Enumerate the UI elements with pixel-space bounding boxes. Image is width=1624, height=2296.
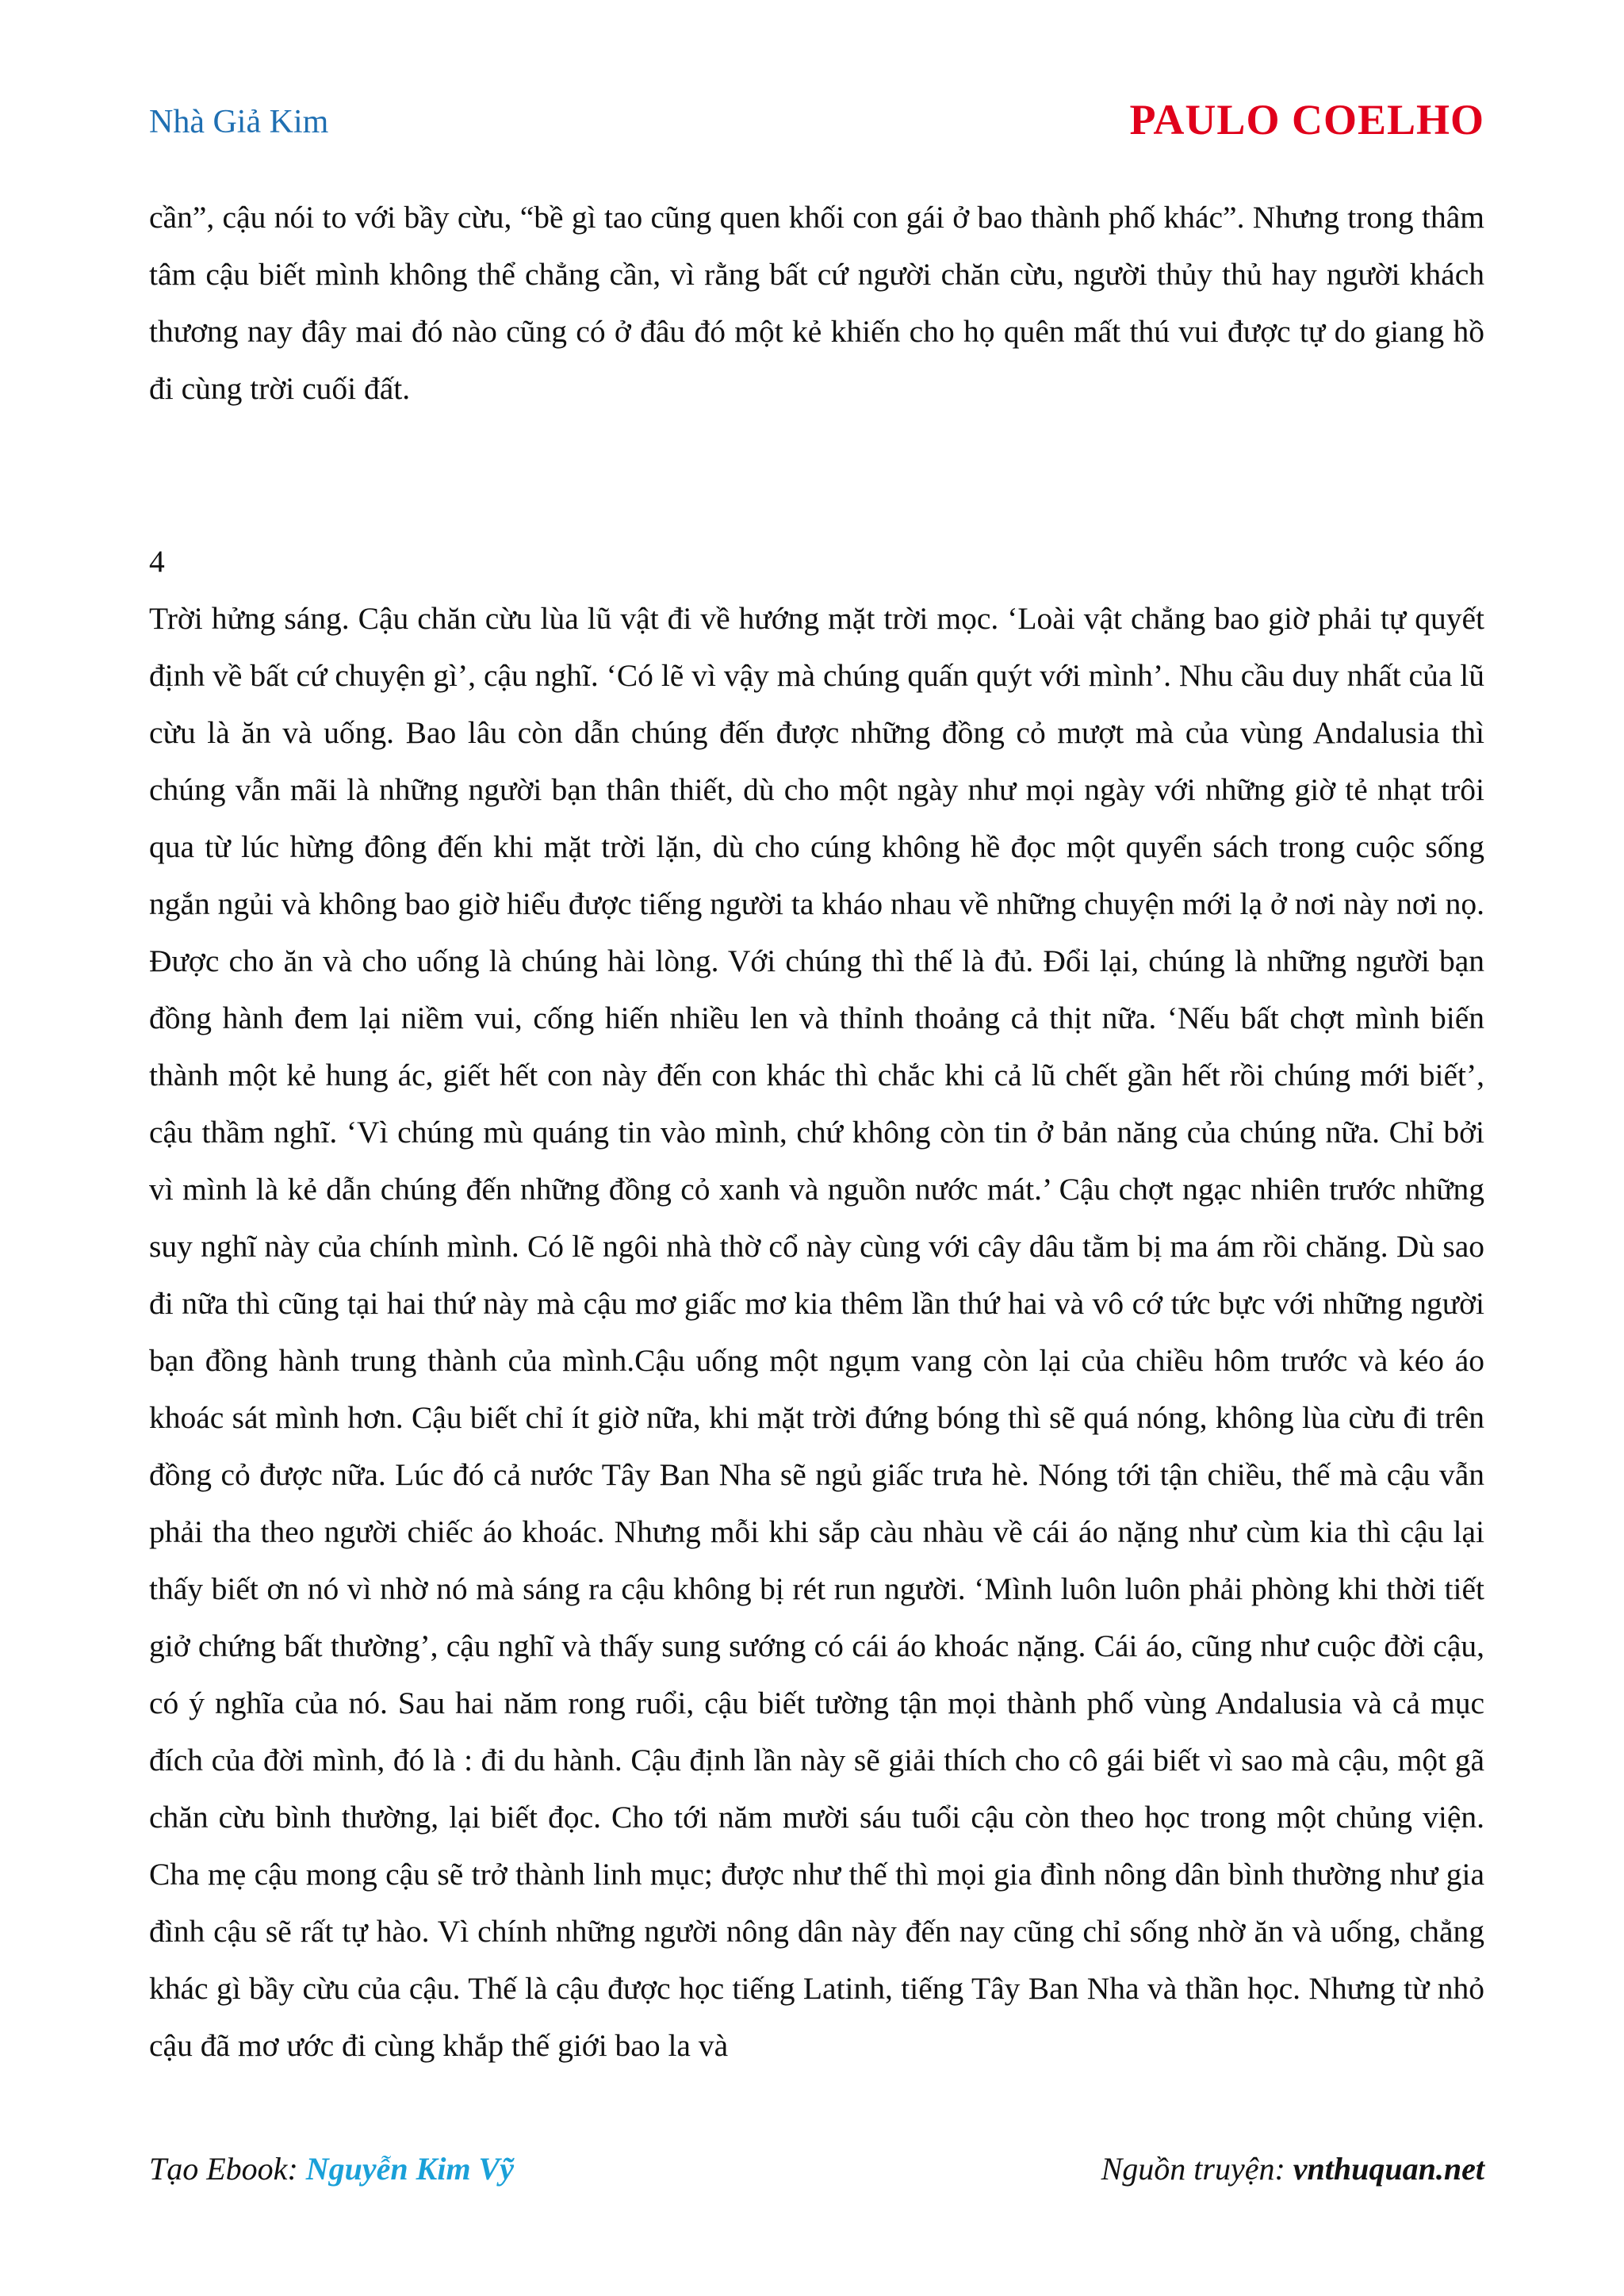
paragraph-text: Trời hửng sáng. Cậu chăn cừu lùa lũ vật đi về hướng mặt trời mọc. ‘Loài vật chẳng bao giờ phải tự quyết định về bất cứ chuyện gì’, cậu nghĩ. ‘Có lẽ vì vậy mà chúng quấn quýt với mình’. Nhu cầu duy nhất của lũ cừu là ăn và uống. Bao lâu còn dẫn chúng đến được những đồng cỏ mượt mà của vùng Andalusia thì chúng vẫn mãi là những người bạn thân thiết, dù cho một ngày như mọi ngày với những giờ tẻ nhạt trôi qua từ lúc hừng đông đến khi mặt trời lặn, dù cho cúng không hề đọc một quyển sách trong cuộc sống ngắn ngủi và không bao giờ hiểu được tiếng người ta kháo nhau về những chuyện mới lạ ở nơi này nơi nọ. Được cho ăn và cho uống là chúng hài lòng. Với chúng thì thế là đủ. Đổi lại, chúng là những người bạn đồng hành đem lại niềm vui, cống hiến nhiều len và thỉnh thoảng cả thịt nữa. ‘Nếu bất chợt mình biến thành một kẻ hung ác, giết hết con này đến con khác thì chắc khi cả lũ chết gần hết rồi chúng mới biết’, cậu thầm nghĩ. ‘Vì chúng mù quáng tin vào mình, chứ không còn tin ở bản năng của chúng nữa. Chỉ bởi vì mình là kẻ dẫn chúng đến những đồng cỏ xanh và nguồn nước mát.’ Cậu chợt ngạc nhiên trước những suy nghĩ này của chính mình. Có lẽ ngôi nhà thờ cổ này cùng với cây dâu tằm bị ma ám rồi chăng. Dù sao đi nữa thì cũng tại hai thứ này mà cậu mơ giấc mơ kia thêm lần thứ hai và vô cớ tức bực với những người bạn đồng hành trung thành của mình.Cậu uống một ngụm vang còn lại của chiều hôm trước và kéo áo khoác sát mình hơn. Cậu biết chỉ ít giờ nữa, khi mặt trời đứng bóng thì sẽ quá nóng, không lùa cừu đi trên đồng cỏ được nữa. Lúc đó cả nước Tây Ban Nha sẽ ngủ giấc trưa hè. Nóng tới tận chiều, thế mà cậu vẫn phải tha theo người chiếc áo khoác. Nhưng mỗi khi sắp càu nhàu về cái áo nặng như cùm kia thì cậu lại thấy biết ơn nó vì nhờ nó mà sáng ra cậu không bị rét run người. ‘Mình luôn luôn phải phòng khi thời tiết giở chứng bất thường’, cậu nghĩ và thấy sung sướng có cái áo khoác nặng. Cái áo, cũng như cuộc đời cậu, có ý nghĩa của nó. Sau hai năm rong ruổi, cậu biết tường tận mọi thành phố vùng Andalusia và cả mục đích của đời mình, đó là : đi du hành. Cậu định lần này sẽ giải thích cho cô gái biết vì sao mà cậu, một gã chăn cừu bình thường, lại biết đọc. Cho tới năm mười sáu tuổi cậu còn theo học trong một chủng viện. Cha mẹ cậu mong cậu sẽ trở thành linh mục; được như thế thì mọi gia đình nông dân bình thường như gia đình cậu sẽ rất tự hào. Vì chính những người nông dân này đến nay cũng chỉ sống nhờ ăn và uống, chẳng khác gì bầy cừu của cậu. Thế là cậu được học tiếng Latinh, tiếng Tây Ban Nha và thần học. Nhưng từ nhỏ cậu đã mơ ước đi cùng khắp thế giới bao la và	[149, 601, 1484, 2063]
chapter-number: 4	[149, 544, 165, 579]
paragraph-2	[149, 590, 1484, 2074]
source-site: vnthuquan.net	[1293, 2151, 1484, 2187]
book-title: Nhà Giả Kim	[149, 104, 329, 140]
source-credit: Nguồn truyện: vnthuquan.net	[1101, 2151, 1484, 2187]
ebook-credit: Tạo Ebook: Nguyễn Kim Vỹ	[149, 2151, 514, 2187]
source-label: Nguồn truyện	[1101, 2151, 1275, 2187]
ebook-label: Tạo Ebook	[149, 2151, 288, 2187]
paragraph-1	[149, 189, 1484, 417]
paragraph-text: cần”, cậu nói to với bầy cừu, “bề gì tao cũng quen khối con gái ở bao thành phố khác”. Nhưng trong thâm tâm cậu biết mình không thể chẳng cần, vì rằng bất cứ người chăn cừu, người thủy thủ hay người khách thương nay đây mai đó nào cũng có ở đâu đó một kẻ khiến cho họ quên mất thú vui được tự do giang hồ đi cùng trời cuối đất.	[149, 200, 1484, 406]
ebook-creator: Nguyễn Kim Vỹ	[305, 2151, 514, 2187]
author-name: PAULO COELHO	[1129, 96, 1484, 144]
